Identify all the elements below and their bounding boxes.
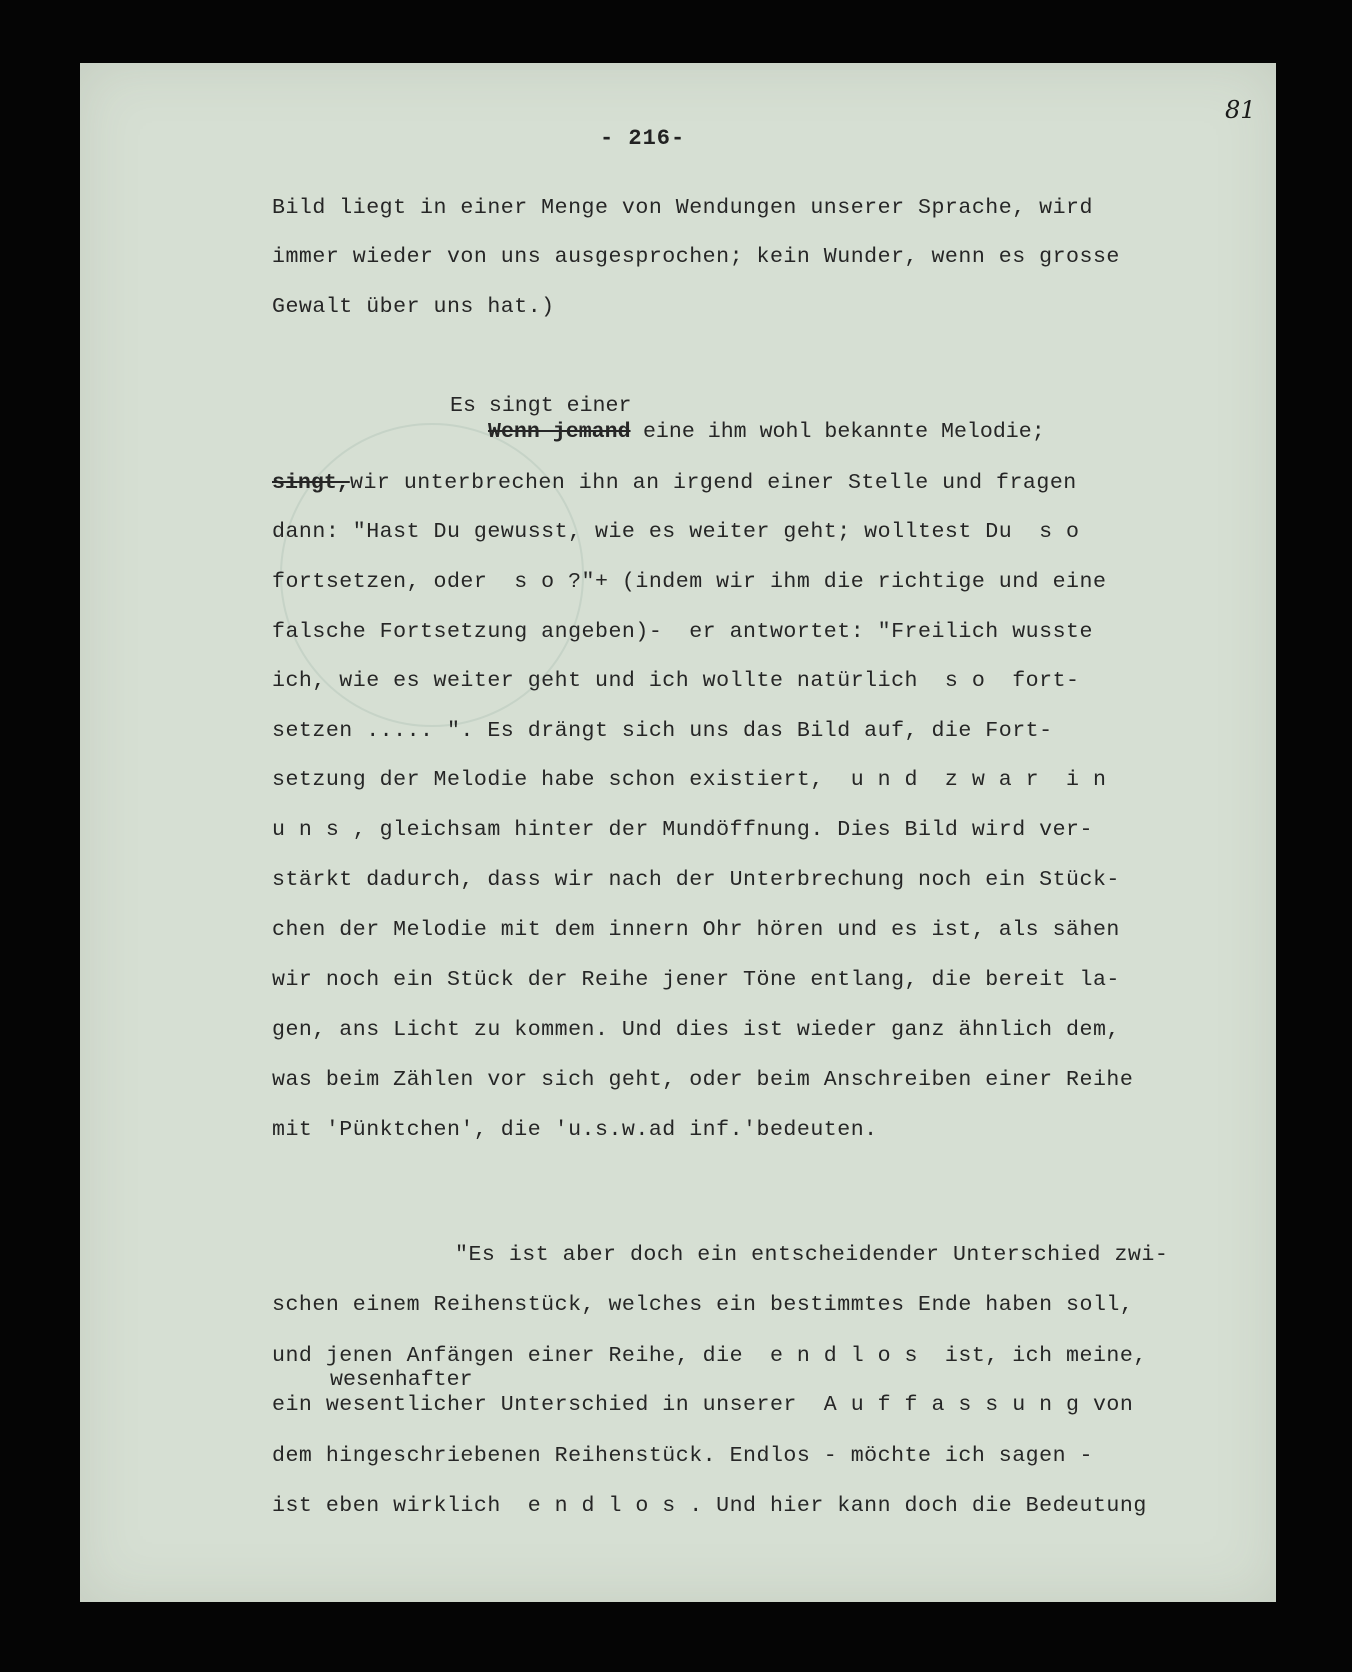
text-line: ich, wie es weiter geht und ich wollte natürlich s o fort- bbox=[272, 669, 1080, 693]
text-line: setzen ..... ". Es drängt sich uns das Bild auf, die Fort- bbox=[272, 719, 1053, 743]
text-line: immer wieder von uns ausgesprochen; kein Wunder, wenn es grosse bbox=[272, 245, 1120, 269]
text-line: wir unterbrechen ihn an irgend einer Stelle und fragen bbox=[350, 471, 1077, 495]
text-line: gen, ans Licht zu kommen. Und dies ist wieder ganz ähnlich dem, bbox=[272, 1018, 1120, 1042]
text-line: stärkt dadurch, dass wir nach der Unterbrechung noch ein Stück- bbox=[272, 868, 1120, 892]
text-line: fortsetzen, oder s o ?"+ (indem wir ihm die richtige und eine bbox=[272, 570, 1107, 594]
text-line: und jenen Anfängen einer Reihe, die e n d l o s ist, ich meine, bbox=[272, 1344, 1147, 1368]
text-line: falsche Fortsetzung angeben)- er antwortet: "Freilich wusste bbox=[272, 620, 1093, 644]
struck-text: Wenn jemand bbox=[488, 420, 631, 444]
text-line: chen der Melodie mit dem innern Ohr hören und es ist, als sähen bbox=[272, 918, 1120, 942]
text-line: schen einem Reihenstück, welches ein bestimmtes Ende haben soll, bbox=[272, 1293, 1134, 1317]
text-line: ist eben wirklich e n d l o s . Und hier kann doch die Bedeutung bbox=[272, 1494, 1147, 1518]
struck-text: singt, bbox=[272, 471, 350, 495]
text-line: eine ihm wohl bekannte Melodie; bbox=[630, 420, 1045, 444]
text-line: ein wesentlicher Unterschied in unserer A u f f a s s u n g von bbox=[272, 1393, 1134, 1417]
interlinear-insertion: Es singt einer bbox=[450, 394, 632, 418]
text-line: Bild liegt in einer Menge von Wendungen unserer Sprache, wird bbox=[272, 196, 1093, 220]
text-line: wir noch ein Stück der Reihe jener Töne entlang, die bereit la- bbox=[272, 968, 1120, 992]
text-line: dann: "Hast Du gewusst, wie es weiter geht; wolltest Du s o bbox=[272, 520, 1080, 544]
page-number: - 216- bbox=[600, 126, 686, 151]
archive-number: 81 bbox=[1225, 96, 1256, 124]
text-line: was beim Zählen vor sich geht, oder beim Anschreiben einer Reihe bbox=[272, 1068, 1134, 1092]
text-line: Gewalt über uns hat.) bbox=[272, 295, 555, 319]
text-line: mit 'Pünktchen', die 'u.s.w.ad inf.'bedeuten. bbox=[272, 1118, 878, 1142]
text-line: "Es ist aber doch ein entscheidender Unterschied zwi- bbox=[455, 1243, 1169, 1267]
interlinear-insertion: wesenhafter bbox=[330, 1368, 473, 1392]
text-line: dem hingeschriebenen Reihenstück. Endlos - möchte ich sagen - bbox=[272, 1444, 1093, 1468]
text-line: u n s , gleichsam hinter der Mundöffnung. Dies Bild wird ver- bbox=[272, 818, 1093, 842]
text-line: setzung der Melodie habe schon existiert, u n d z w a r i n bbox=[272, 768, 1107, 792]
